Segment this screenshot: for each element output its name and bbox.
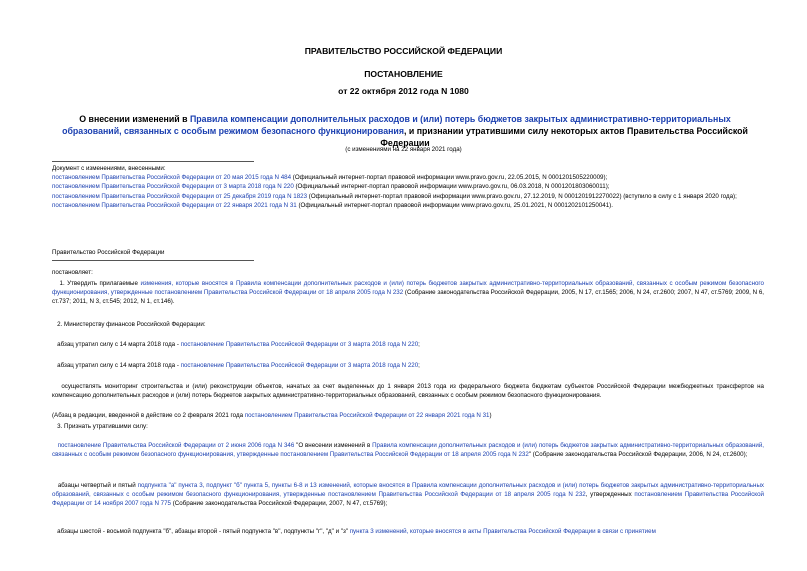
paragraph-3a: постановление Правительства Российской Федерации от 2 июня 2006 года N 346 "О внесении изменений в Правила компенсации дополнительных расходов и (или) потерь бюджетов закрытых административно-территориальных образований, связанных с особым режимом безопасного функционирования, утвержденные постановлением Правительства Российской Федерации от 18 апреля 2005 года N 232" (Собрание законодательства Российской Федерации, 2006, N 24, ст.2600); [52,442,765,459]
amendments-block [52,164,764,210]
paragraph-1: 1. Утвердить прилагаемые изменения, которые вносятся в Правила компенсации дополнительных расходов и (или) потерь бюджетов закрытых административно-территориальных образований, связанных с особым режимом безопасного функционирования, утвержденные постановлением Правительства Российской Федерации от 18 апреля 2005 года N 232 (Собрание законодательства Российской Федерации, 2005, N 17, ст.1565; 2006, N 24, ст.2600; 2007, N 47, ст.5769; 2009, N 6, ст.737; 2011, N 3, ст.545; 2012, N 1, ст.146). [52,280,764,306]
paragraph-3c: абзацы шестой - восьмой подпункта "б", абзацы второй - пятый подпункта "в", подпункты "г", "д" и "з" пункта 3 изменений, которые вносятся в акты Правительства Российской Федерации в связи с принятием [57,528,656,535]
paragraph-3b-link1[interactable]: подпункта "а" пункта 3, подпункт "б" пункта 5, пункты 6-8 и 13 изменений, которые вносятся в Правила компенсации дополнительных расходов и (или) потерь бюджетов закрытых административно-территориальных образований, связанных с особым режимом безопасного функционирования, утвержденные постановлением Правительства Российской Федерации от 18 апреля 2005 года N 232 [52,482,764,499]
amendment-item: постановлением Правительства Российской Федерации от 20 мая 2015 года N 484 (Официальный интернет-портал правовой информации www.pravo.gov.ru, 22.05.2015, N 0001201505220009); [52,174,608,182]
amendment-item: постановлением Правительства Российской Федерации от 22 января 2021 года N 31 (Официальный интернет-портал правовой информации www.pravo.gov.ru, 25.01.2021, N 0001202101250041). [52,201,613,209]
as-of-note: (с изменениями на 22 января 2021 года) [345,146,462,153]
paragraph-2a: абзац утратил силу с 14 марта 2018 года - постановление Правительства Российской Федерации от 3 марта 2018 года N 220; [57,341,420,348]
amendment-link[interactable]: постановлением Правительства Российской Федерации от 3 марта 2018 года N 220 [52,183,294,191]
paragraph-2c: осуществлять мониторинг строительства и (или) реконструкции объектов, начатых за счет выделенных до 1 января 2013 года из федерального бюджета бюджетам субъектов Российской Федерации межбюджетных трансфертов на компенсацию дополнительных расходов и (или) потерь бюджетов закрытых административно-территориальных образований, связанных с особым режимом безопасного функционирования. [52,383,764,400]
paragraph-2c-note: (Абзац в редакции, введенной в действие со 2 февраля 2021 года постановлением Правительства Российской Федерации от 22 января 2021 года N 31) [52,412,492,419]
title-prefix: О внесении изменений в [79,114,190,124]
paragraph-3b-link2[interactable]: постановлением Правительства Российской Федерации от 14 ноября 2007 года N 775 [52,491,764,508]
paragraph-3c-link[interactable]: пункта 3 изменений, которые вносятся в акты Правительства Российской Федерации в связи с принятием [349,528,656,535]
government-line: Правительство Российской Федерации [52,249,165,256]
paragraph-3: 3. Признать утратившими силу: [57,423,148,430]
amendment-link[interactable]: постановлением Правительства Российской Федерации от 20 мая 2015 года N 484 [52,174,292,182]
header-org: ПРАВИТЕЛЬСТВО РОССИЙСКОЙ ФЕДЕРАЦИИ [304,46,503,56]
paragraph-2b-link[interactable]: постановление Правительства Российской Федерации от 3 марта 2018 года N 220 [180,362,419,369]
paragraph-2: 2. Министерству финансов Российской Федерации: [57,321,206,328]
title-link[interactable]: Правила компенсации дополнительных расходов и (или) потерь бюджетов закрытых административно-территориальных образований, связанных с особым режимом безопасного функционирования [62,114,731,136]
paragraph-1-link[interactable]: изменения, которые вносятся в Правила компенсации дополнительных расходов и (или) потерь бюджетов закрытых административно-территориальных образований, связанных с особым режимом безопасного функционирования, утвержденные постановлением Правительства Российской Федерации от 18 апреля 2005 года N 232 [52,280,764,297]
header-date-number: от 22 октября 2012 года N 1080 [338,86,469,96]
separator-top [52,161,254,162]
amendment-link[interactable]: постановлением Правительства Российской Федерации от 25 декабря 2019 года N 1823 [52,192,308,200]
paragraph-2c-note-link[interactable]: постановлением Правительства Российской Федерации от 22 января 2021 года N 31 [244,412,490,419]
paragraph-3a-link2[interactable]: Правила компенсации дополнительных расходов и (или) потерь бюджетов закрытых административно-территориальных образований, связанных с особым режимом безопасного функционирования, утвержденные постановлением Правительства Российской Федерации от 18 апреля 2005 года N 232 [52,442,765,459]
amendment-item: постановлением Правительства Российской Федерации от 25 декабря 2019 года N 1823 (Официальный интернет-портал правовой информации www.pravo.gov.ru, 27.12.2019, N 0001201912270022) (вступило в силу с 1 января 2020 года); [52,192,737,200]
amendments-intro: Документ с изменениями, внесенными: [52,165,166,172]
amendment-link[interactable]: постановлением Правительства Российской Федерации от 22 января 2021 года N 31 [52,201,297,209]
decides-line: постановляет: [52,269,93,276]
paragraph-2a-link[interactable]: постановление Правительства Российской Федерации от 3 марта 2018 года N 220 [180,341,419,348]
paragraph-3a-link[interactable]: постановление Правительства Российской Федерации от 2 июня 2006 года N 346 [57,442,295,449]
paragraph-2b: абзац утратил силу с 14 марта 2018 года - постановление Правительства Российской Федерации от 3 марта 2018 года N 220; [57,362,420,369]
separator-bottom [52,260,254,261]
header-doc-type: ПОСТАНОВЛЕНИЕ [364,69,443,79]
title-suffix: , и признании утратившими силу некоторых актов Правительства Российской Федерации [380,126,748,148]
paragraph-3b: абзацы четвертый и пятый подпункта "а" пункта 3, подпункт "б" пункта 5, пункты 6-8 и 13 изменений, которые вносятся в Правила компенсации дополнительных расходов и (или) потерь бюджетов закрытых административно-территориальных образований, связанных с особым режимом безопасного функционирования, утвержденные постановлением Правительства Российской Федерации от 18 апреля 2005 года N 232, утвержденных постановлением Правительства Российской Федерации от 14 ноября 2007 года N 775 (Собрание законодательства Российской Федерации, 2007, N 47, ст.5769); [52,482,764,508]
document-title [52,113,758,149]
amendment-item: постановлением Правительства Российской Федерации от 3 марта 2018 года N 220 (Официальный интернет-портал правовой информации www.pravo.gov.ru, 06.03.2018, N 0001201803060011); [52,183,610,191]
